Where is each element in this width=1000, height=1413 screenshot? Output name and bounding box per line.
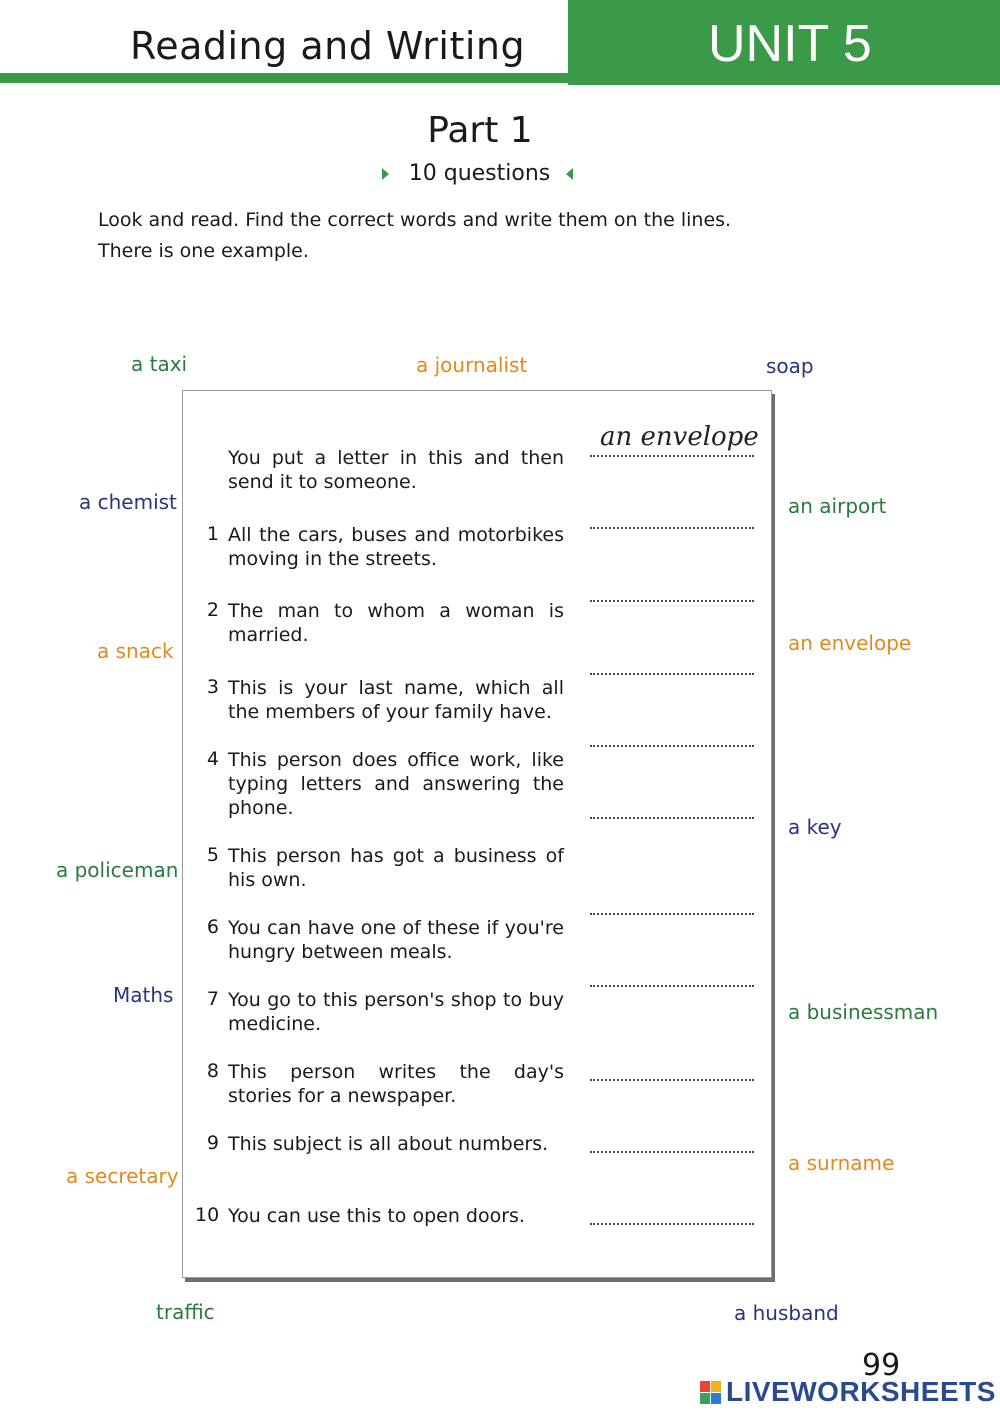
word-a-policeman: a policeman: [56, 858, 179, 882]
question-text: This subject is all about numbers.: [228, 1133, 549, 1155]
word-a-secretary: a secretary: [66, 1164, 179, 1188]
liveworksheets-watermark: LIVEWORKSHEETS: [726, 1376, 996, 1407]
answer-line-8[interactable]: [590, 1079, 754, 1081]
instruction-line-1: Look and read. Find the correct words and write them on the lines.: [98, 209, 732, 231]
unit-label: UNIT 5: [708, 15, 872, 73]
answer-line-5[interactable]: [590, 817, 754, 819]
answer-line-10[interactable]: [590, 1223, 754, 1225]
word-a-chemist: a chemist: [79, 490, 177, 514]
question-number: 1: [206, 523, 219, 545]
instruction-line-2: There is one example.: [98, 240, 309, 262]
questions-count-label: 10 questions: [408, 161, 551, 186]
question-text: You can have one of these if you're hungry between meals.: [228, 917, 564, 963]
header-underline: [0, 73, 570, 83]
word-a-snack: a snack: [97, 639, 174, 663]
example-answer: an envelope: [600, 422, 759, 452]
part-title: Part 1: [427, 110, 533, 151]
word-maths: Maths: [113, 983, 174, 1007]
liveworksheets-logo-icon: [700, 1381, 722, 1405]
question-number: 10: [195, 1204, 220, 1226]
word-a-husband: a husband: [734, 1301, 839, 1325]
page-number: 99: [862, 1348, 901, 1383]
answer-line-2[interactable]: [590, 600, 754, 602]
word-traffic: traffic: [156, 1300, 215, 1324]
question-number: 9: [206, 1132, 219, 1154]
answer-line-6[interactable]: [590, 913, 754, 915]
triangle-right-icon: [382, 168, 389, 180]
question-number: 6: [206, 916, 219, 938]
question-text: This is your last name, which all the members of your family have.: [228, 677, 564, 723]
question-text: This person has got a business of his own.: [228, 845, 564, 891]
word-a-taxi: a taxi: [131, 352, 188, 376]
question-text: The man to whom a woman is married.: [228, 600, 564, 646]
example-answer-line: [590, 455, 754, 457]
answer-line-3[interactable]: [590, 673, 754, 675]
question-text: All the cars, buses and motorbikes moving in the streets.: [228, 524, 564, 570]
section-title: Reading and Writing: [130, 24, 526, 68]
question-number: 4: [206, 748, 219, 770]
answer-line-9[interactable]: [590, 1151, 754, 1153]
word-a-key: a key: [788, 815, 842, 839]
question-number: 5: [206, 844, 219, 866]
word-soap: soap: [766, 354, 814, 378]
answer-line-4[interactable]: [590, 745, 754, 747]
word-a-journalist: a journalist: [416, 353, 528, 377]
word-an-envelope: an envelope: [788, 631, 912, 655]
answer-line-1[interactable]: [590, 527, 754, 529]
question-text: You go to this person's shop to buy medicine.: [228, 989, 564, 1035]
questions-count: [0, 161, 955, 186]
question-number: 2: [206, 599, 219, 621]
question-text: This person writes the day's stories for a newspaper.: [228, 1061, 564, 1107]
example-text: You put a letter in this and then send it to someone.: [228, 447, 564, 493]
word-a-businessman: a businessman: [788, 1000, 939, 1024]
question-text: You can use this to open doors.: [228, 1205, 525, 1227]
question-text: This person does office work, like typing letters and answering the phone.: [228, 749, 564, 819]
word-a-surname: a surname: [788, 1151, 895, 1175]
question-number: 3: [206, 676, 219, 698]
word-an-airport: an airport: [788, 494, 887, 518]
answer-line-7[interactable]: [590, 985, 754, 987]
triangle-left-icon: [566, 168, 573, 180]
question-number: 7: [206, 988, 219, 1010]
question-number: 8: [206, 1060, 219, 1082]
